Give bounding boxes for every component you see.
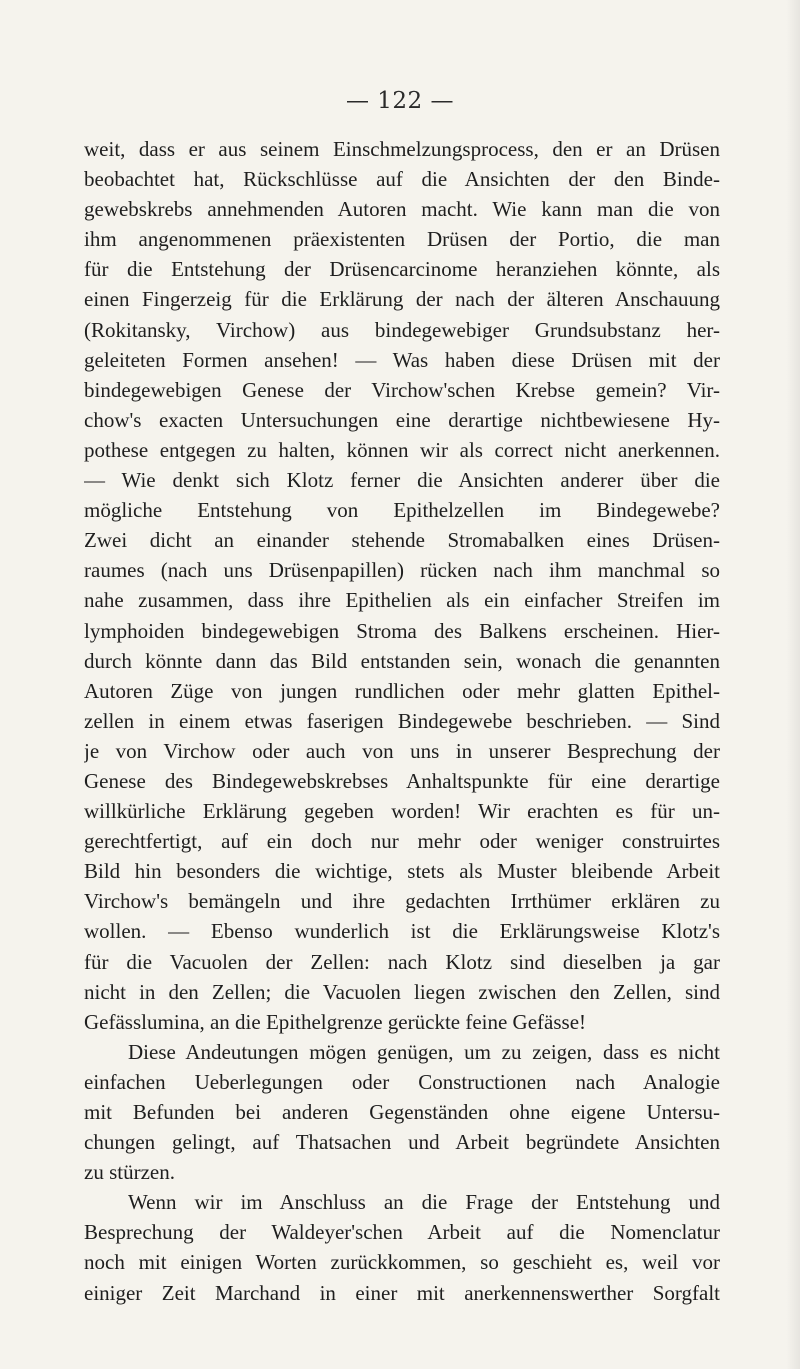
text-line: zu stürzen. (84, 1160, 175, 1185)
text-line: durch könnte dann das Bild entstanden sein, wonach die genannten (84, 648, 720, 673)
text-line: Zwei dicht an einander stehende Stromabalken eines Drüsen- (84, 528, 720, 553)
text-line: Gefässlumina, an die Epithelgrenze gerückte feine Gefässe! (84, 1009, 587, 1034)
text-line: geleiteten Formen ansehen! — Was haben diese Drüsen mit der (84, 347, 720, 372)
text-line: — Wie denkt sich Klotz ferner die Ansichten anderer über die (84, 468, 720, 493)
text-line: nicht in den Zellen; die Vacuolen liegen zwischen den Zellen, sind (84, 979, 720, 1004)
text-line: nahe zusammen, dass ihre Epithelien als ein einfacher Streifen im (84, 588, 720, 613)
text-line: chungen gelingt, auf Thatsachen und Arbeit begründete Ansichten (84, 1130, 720, 1155)
text-line: einfachen Ueberlegungen oder Constructionen nach Analogie (84, 1069, 720, 1094)
text-line: Virchow's bemängeln und ihre gedachten Irrthümer erklären zu (84, 889, 720, 914)
text-line: einiger Zeit Marchand in einer mit anerkennenswerther Sorgfalt (84, 1280, 720, 1305)
text-line: Diese Andeutungen mögen genügen, um zu zeigen, dass es nicht (128, 1039, 720, 1064)
text-line: einen Fingerzeig für die Erklärung der nach der älteren Anschauung (84, 287, 720, 312)
text-line: für die Vacuolen der Zellen: nach Klotz sind dieselben ja gar (84, 949, 720, 974)
text-line: chow's exacten Untersuchungen eine derartige nichtbewiesene Hy- (84, 407, 720, 432)
text-line: Besprechung der Waldeyer'schen Arbeit auf die Nomenclatur (84, 1220, 720, 1245)
text-line: pothese entgegen zu halten, können wir als correct nicht anerkennen. (84, 437, 720, 462)
text-line: bindegewebigen Genese der Virchow'schen Krebse gemein? Vir- (84, 377, 720, 402)
text-line: weit, dass er aus seinem Einschmelzungsprocess, den er an Drüsen (84, 137, 720, 161)
page-number: — 122 — (345, 88, 455, 114)
text-line: je von Virchow oder auch von uns in unserer Besprechung der (84, 738, 720, 763)
text-line: Genese des Bindegewebskrebses Anhaltspunkte für eine derartige (84, 768, 720, 793)
text-line: mögliche Entstehung von Epithelzellen im Bindegewebe? (84, 498, 720, 523)
text-line: gerechtfertigt, auf ein doch nur mehr oder weniger construirtes (84, 829, 720, 854)
text-line: Autoren Züge von jungen rundlichen oder mehr glatten Epithel- (84, 678, 720, 703)
text-line: gewebskrebs annehmenden Autoren macht. Wie kann man die von (84, 197, 720, 222)
text-line: Wenn wir im Anschluss an die Frage der Entstehung und (128, 1190, 720, 1215)
text-line: wollen. — Ebenso wunderlich ist die Erklärungsweise Klotz's (84, 919, 720, 944)
page-edge-shadow (786, 0, 800, 1369)
text-line: lymphoiden bindegewebigen Stroma des Balkens erscheinen. Hier- (84, 618, 720, 643)
text-line: Bild hin besonders die wichtige, stets als Muster bleibende Arbeit (84, 859, 720, 884)
text-line: raumes (nach uns Drüsenpapillen) rücken nach ihm manchmal so (84, 558, 720, 583)
text-line: noch mit einigen Worten zurückkommen, so geschieht es, weil vor (84, 1250, 720, 1275)
text-line: beobachtet hat, Rückschlüsse auf die Ansichten der den Binde- (84, 167, 720, 192)
text-line: (Rokitansky, Virchow) aus bindegewebiger Grundsubstanz her- (84, 317, 720, 342)
text-line: mit Befunden bei anderen Gegenständen ohne eigene Untersu- (84, 1100, 720, 1124)
text-line: willkürliche Erklärung gegeben worden! Wir erachten es für un- (84, 799, 720, 824)
text-line: ihm angenommenen präexistenten Drüsen der Portio, die man (84, 227, 720, 252)
text-line: für die Entstehung der Drüsencarcinome heranziehen könnte, als (84, 257, 720, 282)
body-text (84, 134, 720, 1308)
text-line: zellen in einem etwas faserigen Bindegewebe beschrieben. — Sind (84, 708, 720, 733)
